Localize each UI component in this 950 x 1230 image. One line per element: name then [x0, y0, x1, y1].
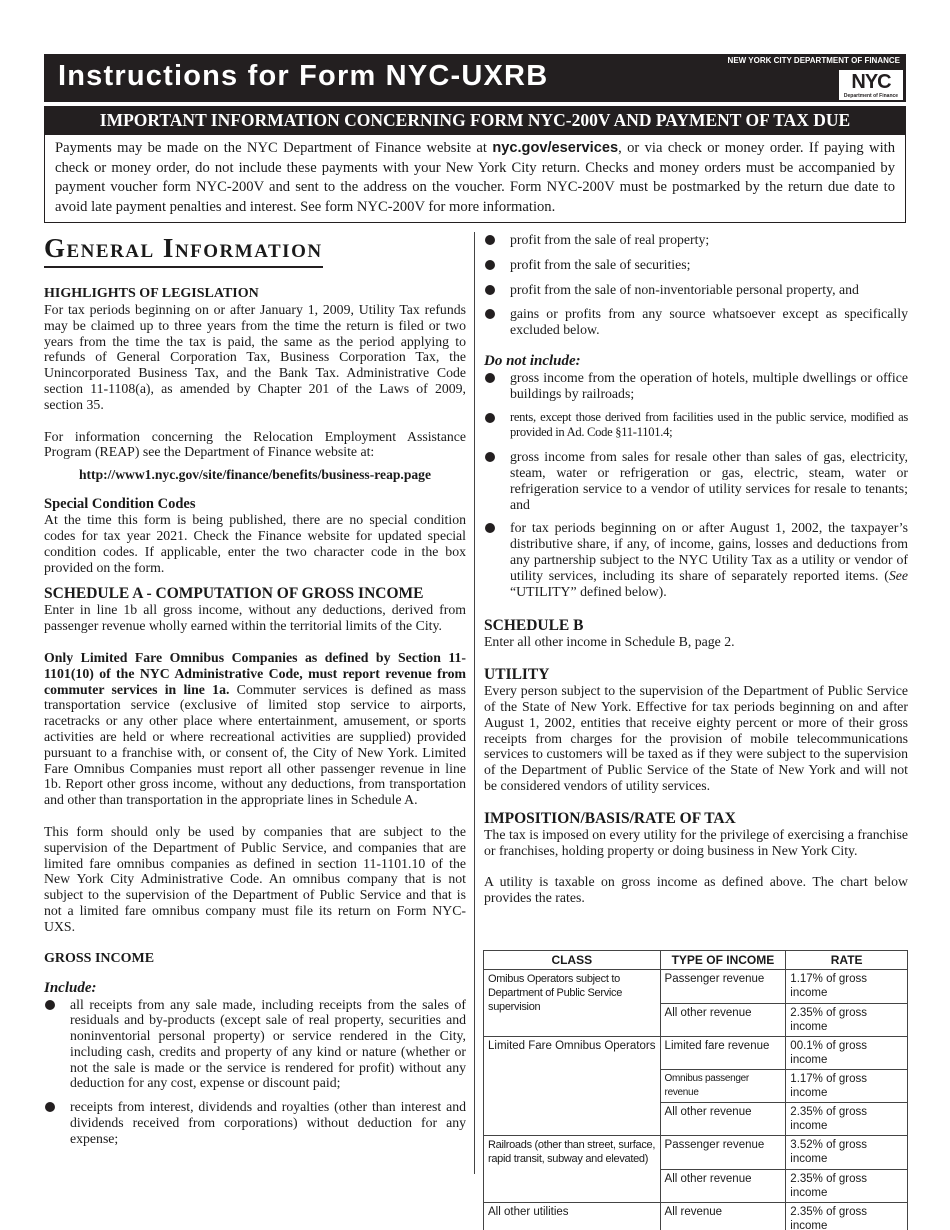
schedule-a-text: Enter in line 1b all gross income, without any deductions, derived from passenger revenue wholly earned within the territorial limits of the City.	[44, 602, 466, 634]
omnibus-text: Commuter services is defined as mass transportation service (exclusive of limited stop service to airports, racetracks or any other place where entertainment, amusement, or sports activities are held or where recreational activities are supplied) provided pursuant to a franchise with, or consent of, the City of New York. Limited Fare Omnibus Companies must report all other passenger revenue in line 1b. Report other gross income, without any deductions, from transportation and other than transportation in the appropriate lines in Schedule A.	[44, 681, 466, 808]
list-item: all receipts from any sale made, including receipts from the sales of residuals and by-products (except sale of real property, securities and noninventorial personal property) or service rendered in the City, including cash, credits and property of any kind or nature (whether or not the sale is made or the service is rendered for profit) without any deduction for any cost, expense or discount paid;	[44, 997, 466, 1092]
exclude-last-see: See	[888, 567, 908, 583]
list-item: profit from the sale of real property;	[484, 232, 908, 248]
header-bar	[44, 54, 906, 102]
imposition-heading: IMPOSITION/BASIS/RATE OF TAX	[484, 809, 736, 827]
schedule-a-heading: SCHEDULE A - COMPUTATION OF GROSS INCOME	[44, 585, 424, 603]
reap-url[interactable]: http://www1.nyc.gov/site/finance/benefits/business-reap.page	[78, 467, 432, 483]
column-header-rate: RATE	[786, 951, 908, 970]
taxable-text: A utility is taxable on gross income as defined above. The chart below provides the rates.	[484, 874, 908, 906]
table-row	[484, 970, 908, 1004]
schedule-b-text: Enter all other income in Schedule B, page 2.	[484, 634, 735, 650]
rate-cell: 2.35% of gross income	[786, 1203, 908, 1230]
table-row	[484, 1203, 908, 1230]
table-row	[484, 1037, 908, 1070]
rate-table	[483, 950, 908, 1230]
type-cell: All other revenue	[660, 1103, 786, 1136]
exclude-last-text: for tax periods beginning on or after August 1, 2002, the taxpayer’s distributive share, if any, of income, gains, losses and deductions from any partnership subject to the NYC Utility Tax as a utility or vendor of utility services, including its share of separately reported items. (	[510, 520, 908, 583]
right-column	[484, 232, 908, 906]
list-item: gross income from sales for resale other than sales of gas, electricity, steam, water or refrigeration or gas, electric, steam, water or refrigeration service to a vendor of utility services for resale to tenants; and	[484, 449, 908, 512]
type-cell: Passenger revenue	[660, 1136, 786, 1170]
highlights-heading: HIGHLIGHTS OF LEGISLATION	[44, 286, 259, 301]
payment-info-box	[44, 134, 906, 223]
include-label: Include:	[44, 979, 97, 996]
list-item: rents, except those derived from facilities used in the public service, modified as provided in Ad. Code §11-1101.4;	[484, 410, 908, 442]
nyc-logo-subtitle: Department of Finance	[843, 93, 899, 99]
special-codes-text: At the time this form is being published, there are no special condition codes for tax year 2021. Check the Finance website for updated special condition codes. If applicable, enter the two character code in the box provided on the form.	[44, 512, 466, 575]
special-codes-heading: Special Condition Codes	[44, 496, 196, 513]
omnibus-paragraph	[44, 650, 466, 808]
rate-cell: 2.35% of gross income	[786, 1103, 908, 1136]
rate-cell: 2.35% of gross income	[786, 1170, 908, 1203]
type-cell: Limited fare revenue	[660, 1037, 786, 1070]
exclude-list	[484, 370, 908, 599]
type-cell: Omnibus passenger revenue	[660, 1070, 786, 1103]
left-column	[44, 232, 466, 1155]
nyc-logo-mark: NYC	[851, 71, 891, 93]
do-not-include-label: Do not include:	[484, 352, 581, 369]
column-divider	[474, 232, 475, 1174]
section-title: General Information	[44, 232, 323, 268]
rate-cell: 1.17% of gross income	[786, 970, 908, 1004]
utility-text: Every person subject to the supervision of the Department of Public Service of the State of New York. Effective for tax periods beginning on and after August 1, 2002, entities that receive eighty percent or more of their gross receipts from charges for the provision of mobile telecommunications services to customers will be taxed as if they were subject to the supervision of the Department of Public Service of the State of New York and will not be considered vendors of utility services.	[484, 683, 908, 793]
reap-text: For information concerning the Relocation Employment Assistance Program (REAP) see the Department of Finance website at:	[44, 428, 466, 460]
list-item: gross income from the operation of hotels, multiple dwellings or office buildings by railroads;	[484, 370, 908, 402]
eservices-link[interactable]: nyc.gov/eservices	[492, 140, 619, 156]
form-use-text: This form should only be used by companies that are subject to the supervision of the Department of Public Service, and companies that are limited fare omnibus companies as defined in section 11-1101.10 of the New York City Administrative Code. An omnibus company that is not subject to the supervision of the Department of Public Service and that is not a limited fare omnibus company must file its return on Form NYC-UXS.	[44, 823, 466, 934]
list-item: receipts from interest, dividends and royalties (other than interest and dividends received from corporations) without deduction for any expense;	[44, 1099, 466, 1146]
highlights-text: For tax periods beginning on or after January 1, 2009, Utility Tax refunds may be claimed up to three years from the time the return is filed or two years from the time the tax is paid, the same as the period applying to refunds of General Corporation Tax, Business Corporation Tax, the Unincorporated Business Tax, and the Bank Tax. Administrative Code section 11-1108(a), as amended by Chapter 201 of the Laws of 2009, section 35.	[44, 302, 466, 412]
payment-text-2: , or via check or money order. If paying with check or money order, do not include these payments with your New York City return. Checks and money orders must be accompanied by payment voucher form NYC-200V and sent to the address on the voucher. Form NYC-200V must be postmarked by the return due date to avoid late payment penalties and interest. See form NYC-200V for more information.	[55, 140, 895, 215]
include-list-continued	[484, 232, 908, 338]
column-header-class: CLASS	[484, 951, 661, 970]
type-cell: All other revenue	[660, 1004, 786, 1037]
type-cell: All other revenue	[660, 1170, 786, 1203]
imposition-text: The tax is imposed on every utility for the privilege of exercising a franchise or franchises, holding property or doing business in New York City.	[484, 826, 908, 858]
important-heading: IMPORTANT INFORMATION CONCERNING FORM NYC-200V AND PAYMENT OF TAX DUE	[44, 106, 906, 134]
payment-text-1: Payments may be made on the NYC Department of Finance website at	[55, 140, 493, 156]
rate-cell: 2.35% of gross income	[786, 1004, 908, 1037]
page-title: Instructions for Form NYC-UXRB	[58, 60, 549, 92]
column-header-type: TYPE OF INCOME	[660, 951, 786, 970]
exclude-last-post: “UTILITY” defined below).	[510, 583, 667, 599]
include-list	[44, 997, 466, 1147]
class-cell: All other utilities	[484, 1203, 661, 1230]
list-item: profit from the sale of securities;	[484, 257, 908, 273]
utility-heading: UTILITY	[484, 666, 550, 684]
class-cell: Railroads (other than street, surface, rapid transit, subway and elevated)	[484, 1136, 661, 1203]
rate-cell: 1.17% of gross income	[786, 1070, 908, 1103]
rate-cell: 00.1% of gross income	[786, 1037, 908, 1070]
type-cell: All revenue	[660, 1203, 786, 1230]
table-row	[484, 1136, 908, 1170]
gross-income-heading: GROSS INCOME	[44, 950, 155, 966]
schedule-b-heading: SCHEDULE B	[484, 617, 584, 635]
nyc-logo	[838, 69, 904, 101]
class-cell: Limited Fare Omnibus Operators	[484, 1037, 661, 1136]
class-cell: Omibus Operators subject to Department of Public Service supervision	[484, 970, 661, 1037]
list-item: profit from the sale of non-inventoriable personal property, and	[484, 282, 908, 298]
rate-cell: 3.52% of gross income	[786, 1136, 908, 1170]
list-item: gains or profits from any source whatsoever except as specifically excluded below.	[484, 306, 908, 338]
omnibus-bold: Only Limited Fare Omnibus Companies as defined by Section 11-1101(10) of the NYC Administrative Code, must report revenue from commuter services in line 1a.	[44, 649, 466, 697]
department-label: NEW YORK CITY DEPARTMENT OF FINANCE	[727, 56, 900, 65]
list-item	[484, 520, 908, 599]
type-cell: Passenger revenue	[660, 970, 786, 1004]
